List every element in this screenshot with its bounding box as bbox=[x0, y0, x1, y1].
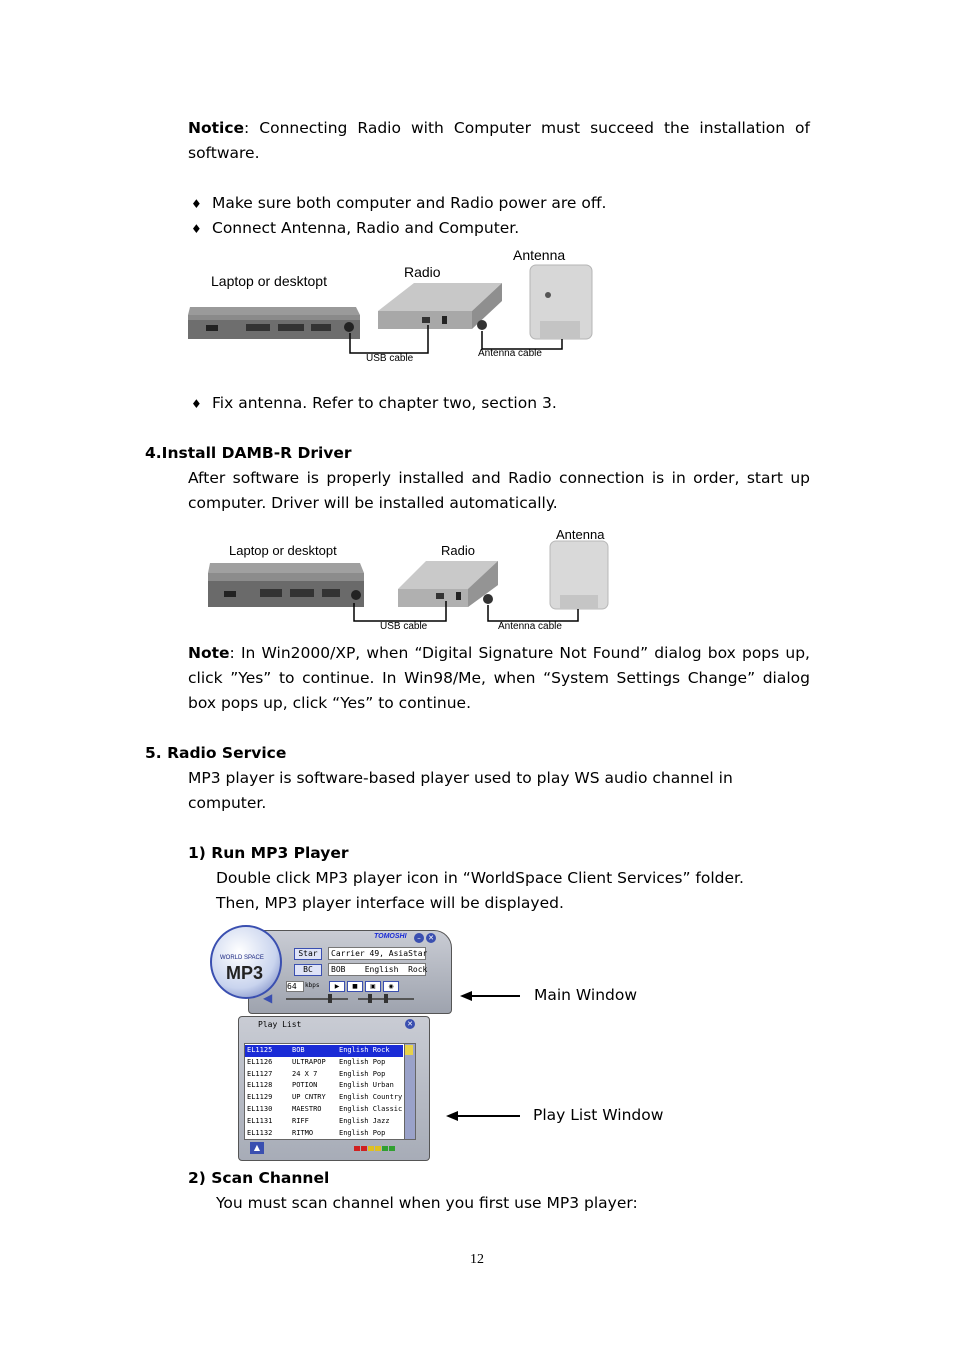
level-bar bbox=[382, 1146, 388, 1151]
step1-heading: 1) Run MP3 Player bbox=[188, 844, 349, 862]
channel-field: BOB English Rock bbox=[328, 963, 426, 976]
volume-slider-thumb[interactable] bbox=[328, 994, 332, 1003]
cell-id: EL1127 bbox=[247, 1069, 273, 1078]
bc-button[interactable]: BC bbox=[294, 964, 322, 976]
worldspace-logo bbox=[210, 925, 282, 999]
figure1-laptop-label: Laptop or desktopt bbox=[211, 273, 327, 289]
volume-icon: ◀ bbox=[263, 991, 273, 1005]
logo-main-text: MP3 bbox=[226, 963, 264, 983]
cell-genre: English Urban bbox=[339, 1081, 394, 1090]
table-row[interactable] bbox=[245, 1069, 403, 1081]
cell-name: MAESTRO bbox=[292, 1104, 322, 1113]
section4-body: After software is properly installed and Radio connection is in order, start up computer. Driver will be installed automatically. bbox=[188, 469, 810, 512]
balance-slider-thumb[interactable] bbox=[368, 994, 372, 1003]
info-button[interactable]: ◉ bbox=[383, 981, 399, 992]
step1-line2: Then, MP3 player interface will be displayed. bbox=[216, 894, 564, 912]
cell-name: ULTRAPOP bbox=[292, 1057, 326, 1066]
cell-id: EL1130 bbox=[247, 1104, 273, 1113]
antenna-image bbox=[550, 541, 608, 609]
playlist-scrollbar-thumb[interactable] bbox=[405, 1045, 413, 1055]
cell-genre: English Pop bbox=[339, 1069, 386, 1078]
cell-id: EL1132 bbox=[247, 1128, 273, 1137]
table-row[interactable] bbox=[245, 1104, 403, 1116]
level-bar bbox=[368, 1146, 374, 1151]
notice-text: : Connecting Radio with Computer must succeed the installation of software. bbox=[188, 119, 810, 162]
level-bar bbox=[361, 1146, 367, 1151]
note-text: : In Win2000/XP, when “Digital Signature Not Found” dialog box pops up, click ”Yes” to continue. In Win98/Me, when “System Settings Change” dialog box pops up, click “Yes” to continue. bbox=[188, 644, 810, 712]
cell-id: EL1126 bbox=[247, 1057, 273, 1066]
main-window-arrow bbox=[458, 988, 522, 1004]
play-button[interactable]: ▶ bbox=[329, 981, 345, 992]
figure1-antenna-label: Antenna bbox=[513, 247, 566, 263]
bullet-text: Connect Antenna, Radio and Computer. bbox=[212, 219, 520, 237]
cell-name: RITMO bbox=[292, 1128, 314, 1137]
volume-slider[interactable] bbox=[286, 998, 348, 1000]
bitrate-unit: kbps bbox=[305, 982, 320, 989]
cell-name: BOB bbox=[292, 1046, 305, 1054]
playlist-window-arrow bbox=[444, 1108, 522, 1124]
table-row[interactable] bbox=[245, 1116, 403, 1128]
close-icon[interactable]: ✕ bbox=[426, 933, 436, 943]
cell-id: EL1131 bbox=[247, 1116, 273, 1125]
cell-genre: English Rock bbox=[339, 1046, 390, 1054]
level-bar bbox=[389, 1146, 395, 1151]
figure1-usb-label: USB cable bbox=[366, 353, 414, 364]
table-row[interactable] bbox=[245, 1045, 403, 1057]
step1-line1: Double click MP3 player icon in “WorldSpace Client Services” folder. bbox=[216, 869, 744, 887]
cell-genre: English Country bbox=[339, 1093, 403, 1102]
cell-genre: English Pop bbox=[339, 1128, 386, 1137]
notice-paragraph bbox=[188, 116, 810, 166]
figure2-antenna-cable-label: Antenna cable bbox=[498, 621, 562, 632]
connection-diagram-2 bbox=[200, 525, 615, 635]
bullet-text: Make sure both computer and Radio power are off. bbox=[212, 194, 607, 212]
radio-image bbox=[398, 561, 498, 607]
logo-top-text: WORLD SPACE bbox=[220, 955, 264, 961]
laptop-image bbox=[188, 307, 360, 339]
cell-genre: English Classic bbox=[339, 1104, 403, 1113]
section5-heading: 5. Radio Service bbox=[145, 744, 287, 762]
cell-name: RIFF bbox=[292, 1116, 309, 1125]
level-bar bbox=[354, 1146, 360, 1151]
note-label: Note bbox=[188, 644, 230, 662]
figure1-radio-label: Radio bbox=[404, 264, 441, 280]
section4-heading: 4.Install DAMB-R Driver bbox=[145, 444, 352, 462]
connection-figure-1 bbox=[186, 245, 606, 370]
playlist-window-callout: Play List Window bbox=[533, 1106, 664, 1124]
step2-heading: 2) Scan Channel bbox=[188, 1169, 330, 1187]
record-button[interactable]: ▣ bbox=[365, 981, 381, 992]
table-row[interactable] bbox=[245, 1057, 403, 1069]
main-window-callout: Main Window bbox=[534, 986, 638, 1004]
cell-name: 24 X 7 bbox=[292, 1069, 318, 1078]
connection-figure-2 bbox=[200, 525, 615, 635]
bullet-text: Fix antenna. Refer to chapter two, section 3. bbox=[212, 394, 557, 412]
table-row[interactable] bbox=[245, 1080, 403, 1092]
cell-id: EL1129 bbox=[247, 1093, 273, 1102]
cell-id: EL1128 bbox=[247, 1081, 273, 1090]
table-row[interactable] bbox=[245, 1128, 403, 1140]
carrier-field: Carrier 49, AsiaStar bbox=[328, 947, 426, 960]
section5-body: MP3 player is software-based player used to play WS audio channel in computer. bbox=[188, 769, 733, 812]
cell-id: EL1125 bbox=[247, 1046, 273, 1054]
figure1-antenna-cable-label: Antenna cable bbox=[478, 348, 542, 359]
laptop-image bbox=[208, 563, 364, 607]
star-button[interactable]: Star bbox=[294, 948, 322, 960]
notice-label: Notice bbox=[188, 119, 245, 137]
figure2-usb-label: USB cable bbox=[380, 621, 428, 632]
mp3-player-screenshot bbox=[208, 925, 452, 1161]
cell-name: UP CNTRY bbox=[292, 1093, 326, 1102]
step2-line1: You must scan channel when you first use MP3 player: bbox=[216, 1194, 638, 1212]
table-row[interactable] bbox=[245, 1092, 403, 1104]
balance-slider-thumb-2[interactable] bbox=[384, 994, 388, 1003]
cell-genre: English Jazz bbox=[339, 1116, 390, 1125]
playlist-title: Play List bbox=[258, 1020, 302, 1029]
bullet-diamond-icon: ♦ bbox=[191, 397, 202, 411]
figure2-laptop-label: Laptop or desktopt bbox=[229, 543, 337, 558]
cell-genre: English Pop bbox=[339, 1057, 386, 1066]
cell-name: POTION bbox=[292, 1081, 318, 1090]
bullet-diamond-icon: ♦ bbox=[191, 222, 202, 236]
page-number: 12 bbox=[470, 1252, 484, 1267]
bullet-diamond-icon: ♦ bbox=[191, 197, 202, 211]
figure2-antenna-label: Antenna bbox=[556, 527, 605, 542]
minimize-icon[interactable]: – bbox=[414, 933, 424, 943]
playlist-scrollbar[interactable] bbox=[404, 1043, 416, 1140]
playlist-up-icon[interactable]: ▲ bbox=[250, 1142, 264, 1154]
note-paragraph bbox=[188, 641, 810, 716]
brand-text: TOMOSHI bbox=[374, 933, 407, 940]
stop-button[interactable]: ■ bbox=[347, 981, 363, 992]
figure2-radio-label: Radio bbox=[441, 543, 475, 558]
playlist-rows bbox=[245, 1045, 403, 1139]
level-bar bbox=[375, 1146, 381, 1151]
playlist-close-icon[interactable]: ✕ bbox=[405, 1019, 415, 1029]
connection-diagram-1 bbox=[186, 245, 606, 370]
bitrate-field: 64 bbox=[286, 981, 304, 992]
